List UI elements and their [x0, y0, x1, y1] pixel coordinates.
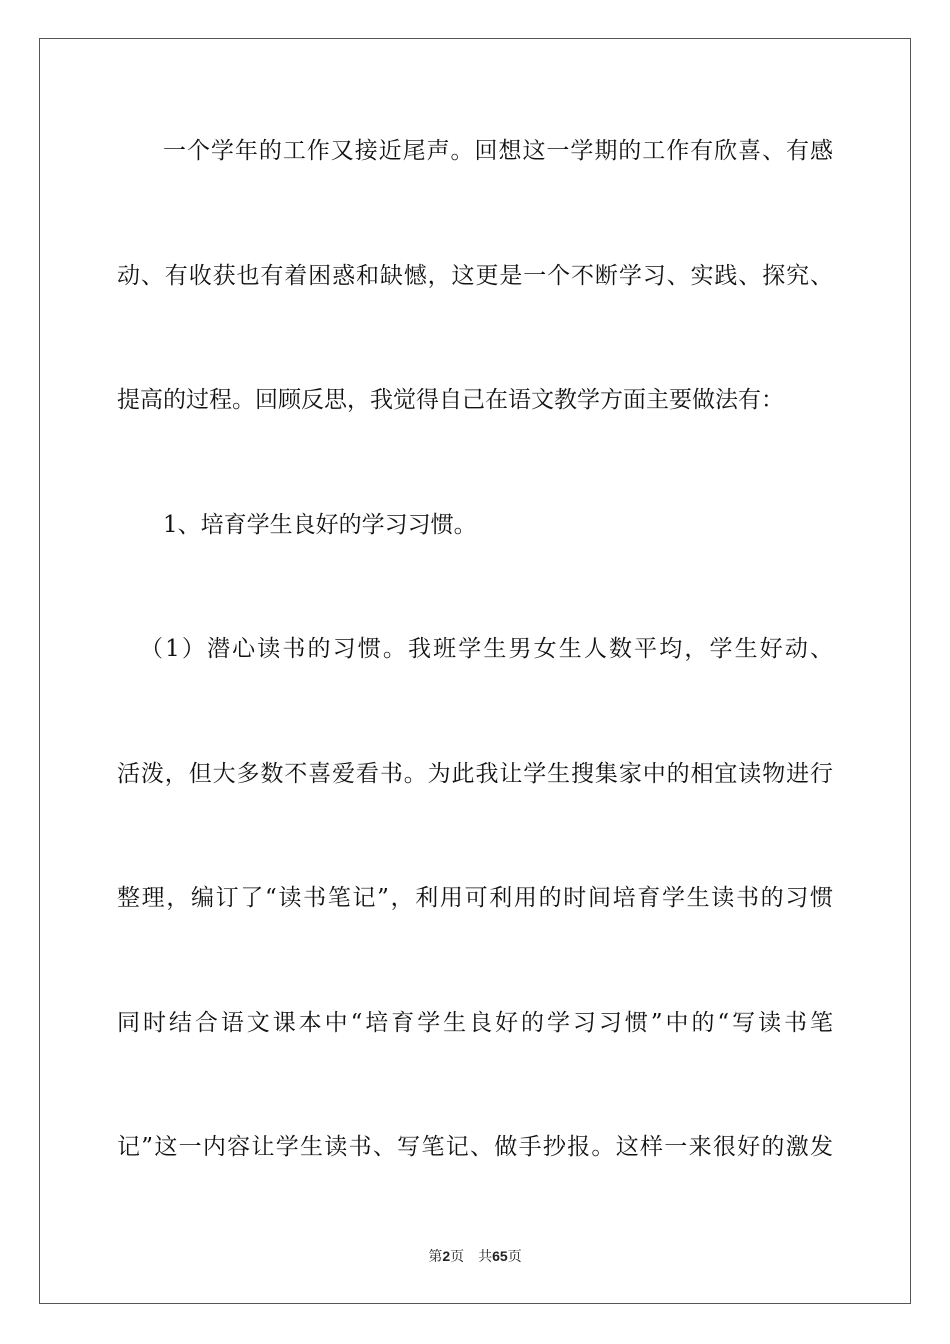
- total-suffix: 页: [507, 1249, 522, 1265]
- page-footer: [0, 1246, 950, 1267]
- paragraph-1-line-2: 动、有收获也有着困惑和缺憾，这更是一个不断学习、实践、探究、: [117, 263, 833, 289]
- paragraph-1-line-3: 提高的过程。回顾反思，我觉得自己在语文教学方面主要做法有：: [117, 387, 784, 413]
- page-border: [39, 38, 911, 1304]
- total-prefix: 共: [478, 1249, 493, 1265]
- page-number: 2: [442, 1248, 451, 1264]
- paragraph-1-line-1: 一个学年的工作又接近尾声。回想这一学期的工作有欣喜、有感: [163, 138, 833, 164]
- page-suffix: 页: [450, 1249, 465, 1265]
- paragraph-2-line-4: 同时结合语文课本中“培育学生良好的学习习惯”中的“写读书笔: [117, 1010, 833, 1036]
- paragraph-2-line-5: 记”这一内容让学生读书、写笔记、做手抄报。这样一来很好的激发: [117, 1134, 833, 1160]
- paragraph-2-line-1: （1）潜心读书的习惯。我班学生男女生人数平均，学生好动、: [140, 636, 833, 662]
- paragraph-2-line-2: 活泼，但大多数不喜爱看书。为此我让学生搜集家中的相宜读物进行: [117, 761, 833, 787]
- paragraph-2-line-3: 整理，编订了“读书笔记”，利用可利用的时间培育学生读书的习惯: [117, 885, 833, 911]
- total-pages: 65: [492, 1248, 508, 1264]
- section-heading-1: 1、培育学生良好的学习习惯。: [163, 512, 477, 538]
- page-prefix: 第: [428, 1249, 443, 1265]
